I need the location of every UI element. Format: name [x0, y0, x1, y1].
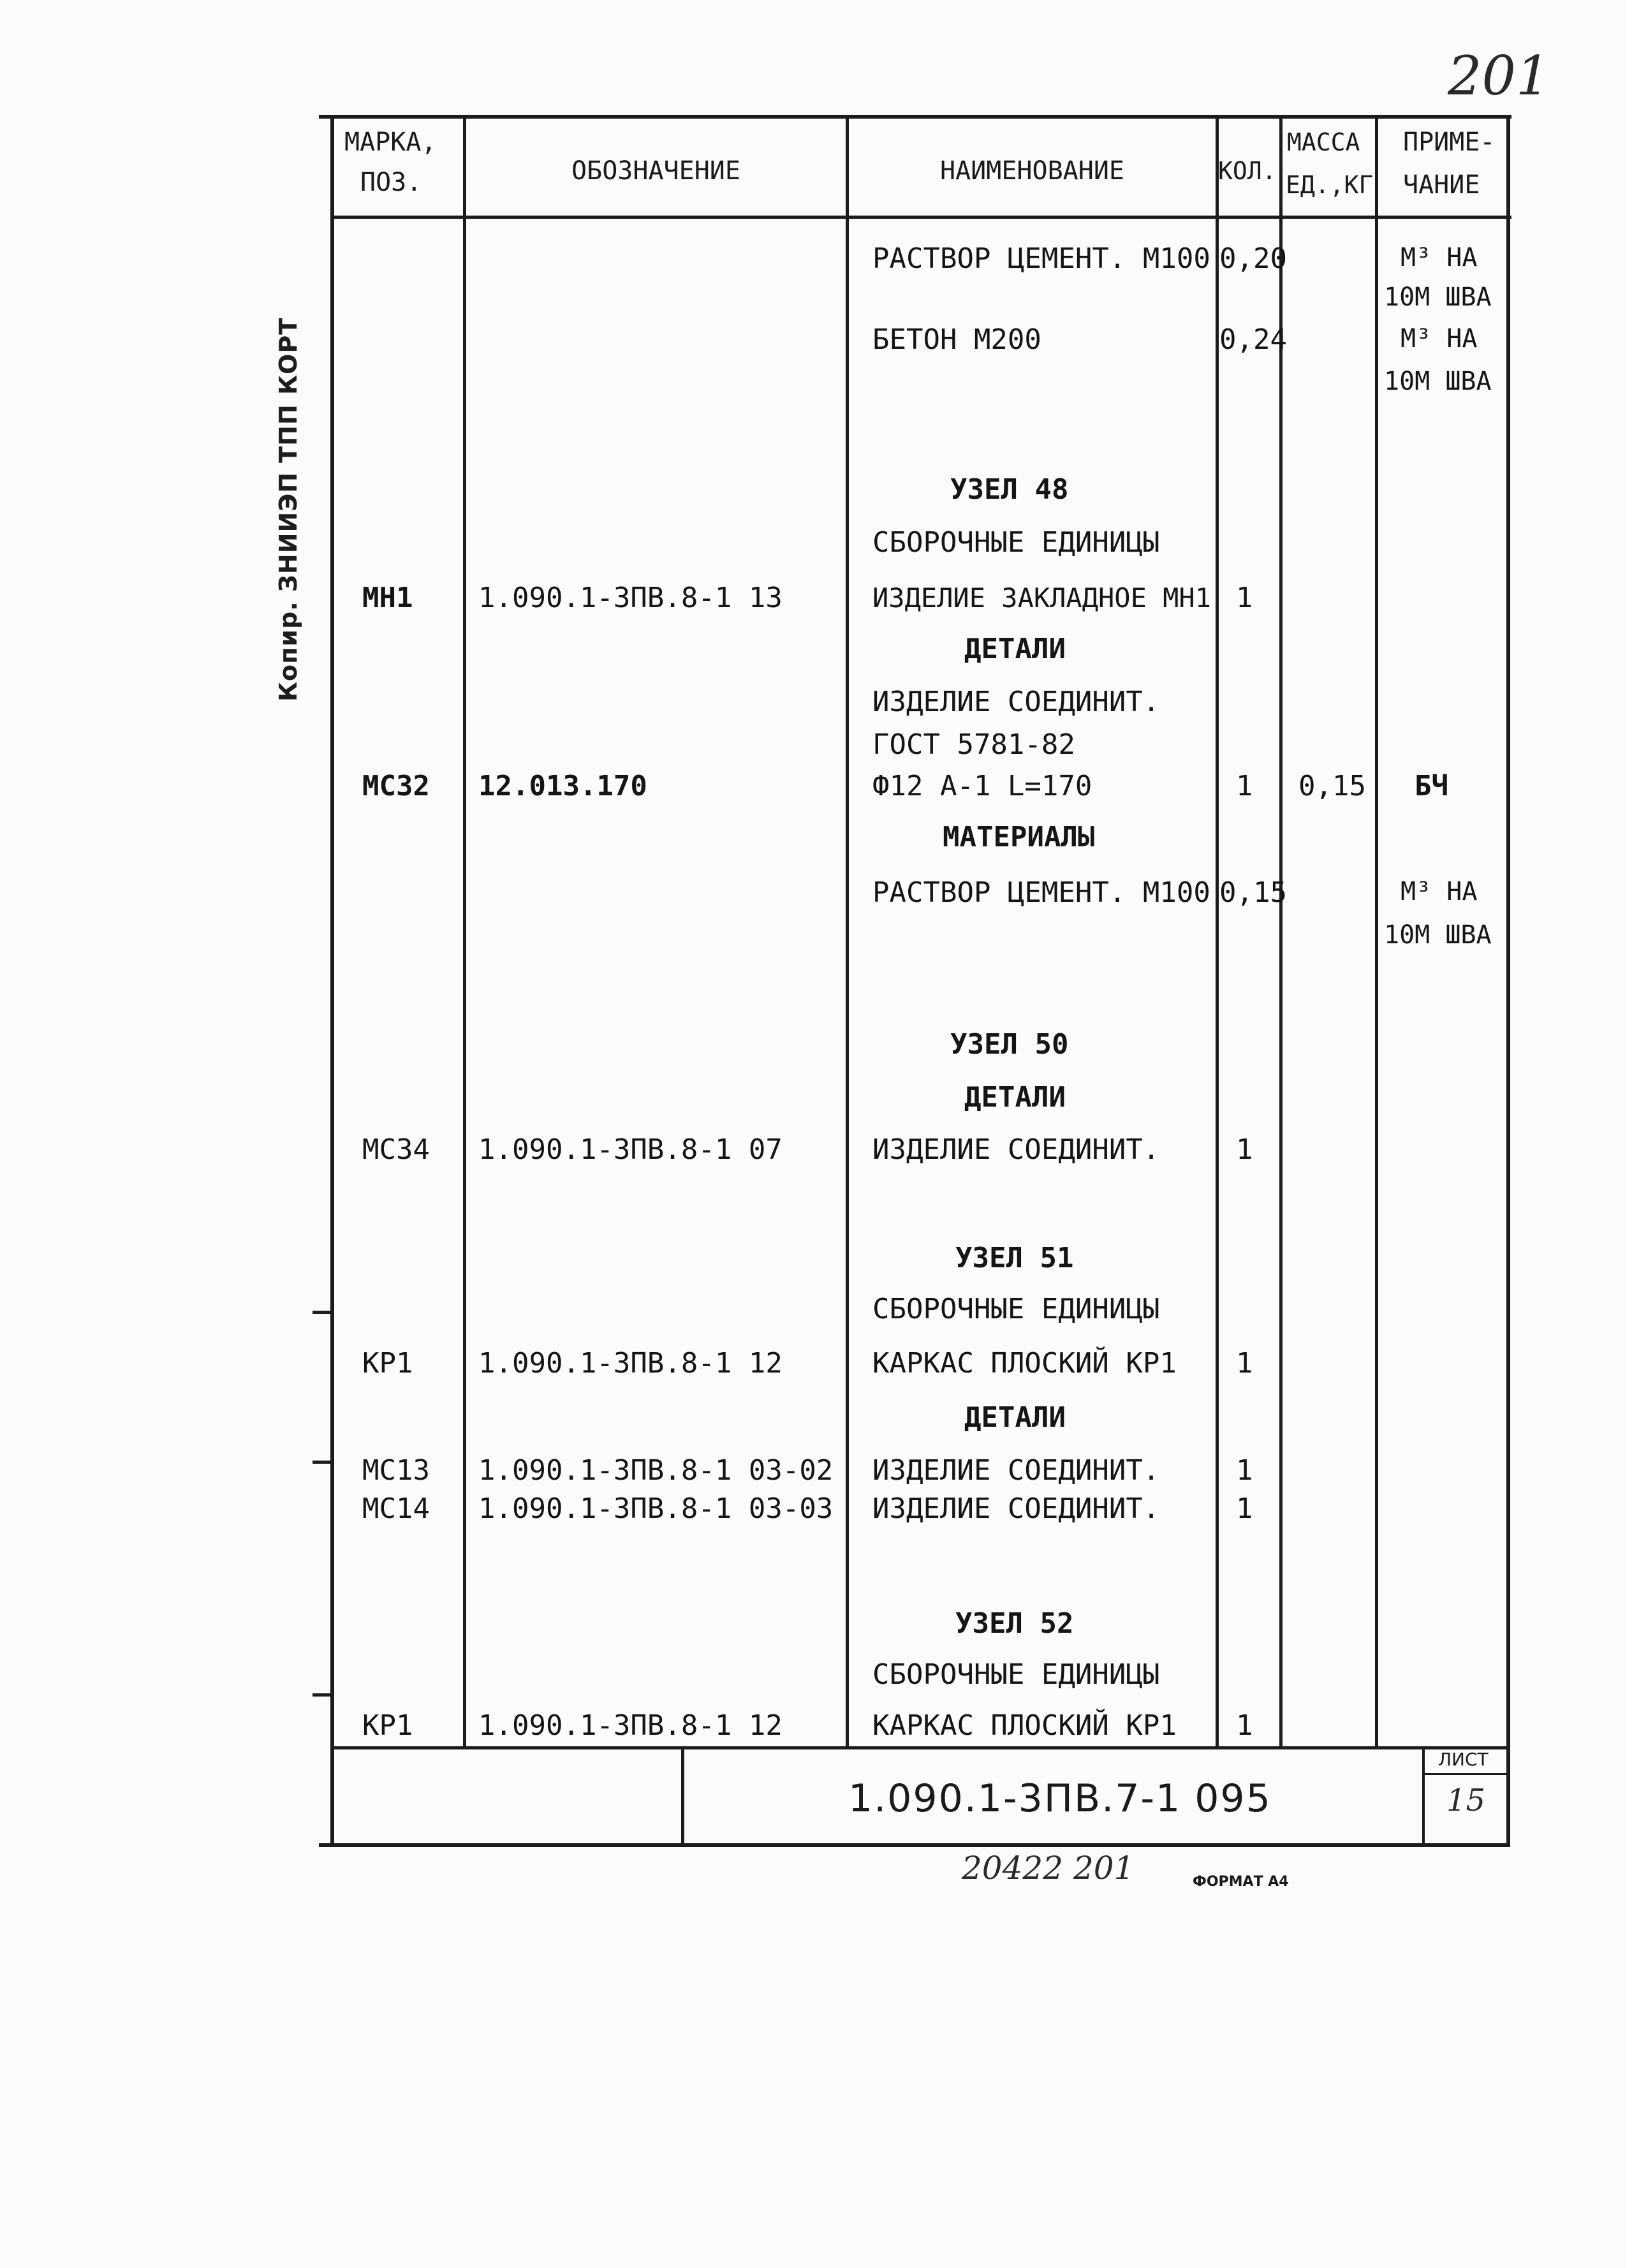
row-kr1b-name: КАРКАС ПЛОСКИЙ КР1: [872, 1709, 1177, 1742]
row-1-note-1: М³ НА: [1401, 324, 1478, 353]
section-node-52: УЗЕЛ 52: [955, 1607, 1074, 1640]
section-node-51: УЗЕЛ 51: [955, 1242, 1074, 1274]
title-block-bottom: [319, 1843, 1510, 1847]
row-mc13-name: ИЗДЕЛИЕ СОЕДИНИТ.: [872, 1454, 1160, 1487]
row-mortar2-note-1: М³ НА: [1401, 877, 1478, 906]
col-div-1: [463, 115, 466, 1748]
margin-tick-2: [312, 1461, 332, 1464]
row-kr1-name: КАРКАС ПЛОСКИЙ КР1: [872, 1347, 1177, 1380]
section-node-48: УЗЕЛ 48: [950, 473, 1069, 506]
header-designation: ОБОЗНАЧЕНИЕ: [571, 156, 740, 186]
side-stamp: Копир. ЗНИИЭП ТПП КОРТ: [274, 317, 302, 702]
row-gost-name: ГОСТ 5781-82: [872, 728, 1075, 761]
section-node-50: УЗЕЛ 50: [950, 1028, 1069, 1061]
row-1-note-2: 10М ШВА: [1384, 367, 1492, 396]
frame-left: [330, 115, 334, 1846]
row-mn1-designation: 1.090.1-3ПВ.8-1 13: [478, 582, 783, 614]
header-mark-line1: МАРКА,: [344, 128, 437, 157]
row-kr1-designation: 1.090.1-3ПВ.8-1 12: [478, 1347, 783, 1380]
section-details-51: ДЕТАЛИ: [964, 1401, 1066, 1434]
inventory-number: 20422 201: [962, 1850, 1135, 1887]
row-mortar2-name: РАСТВОР ЦЕМЕНТ. М100: [872, 876, 1210, 909]
col-div-3: [1216, 115, 1219, 1748]
row-mc34-qty: 1: [1236, 1133, 1253, 1166]
row-kr1b-qty: 1: [1236, 1709, 1253, 1742]
row-mc32-qty: 1: [1236, 770, 1253, 802]
row-0-name: РАСТВОР ЦЕМЕНТ. М100: [872, 242, 1210, 275]
title-block-top: [332, 1746, 1510, 1749]
sheet-label: ЛИСТ: [1438, 1749, 1489, 1770]
row-0-note-1: М³ НА: [1401, 243, 1478, 272]
section-assembly-51: СБОРОЧНЫЕ ЕДИНИЦЫ: [872, 1293, 1160, 1325]
sheet-number: 15: [1446, 1783, 1486, 1818]
sheet-box-left: [1422, 1746, 1425, 1845]
header-note-line2: ЧАНИЕ: [1403, 170, 1480, 200]
row-kr1-mark: КР1: [362, 1347, 413, 1380]
header-name: НАИМЕНОВАНИЕ: [940, 156, 1124, 186]
row-mc34-name: ИЗДЕЛИЕ СОЕДИНИТ.: [872, 1133, 1160, 1166]
row-mc34-designation: 1.090.1-3ПВ.8-1 07: [478, 1133, 783, 1166]
margin-tick-3: [312, 1693, 332, 1697]
row-1-name: БЕТОН М200: [872, 323, 1041, 356]
format-label: ФОРМАТ А4: [1193, 1874, 1289, 1890]
row-kr1b-mark: КР1: [362, 1709, 413, 1742]
row-kr1-qty: 1: [1236, 1347, 1253, 1380]
header-mass-line2: ЕД.,КГ: [1286, 171, 1374, 199]
section-details-50: ДЕТАЛИ: [964, 1081, 1066, 1114]
row-mc14-designation: 1.090.1-3ПВ.8-1 03-03: [478, 1492, 834, 1525]
margin-tick-1: [312, 1311, 332, 1314]
row-mc13-designation: 1.090.1-3ПВ.8-1 03-02: [478, 1454, 834, 1487]
row-mc13-mark: МС13: [362, 1454, 430, 1487]
row-mc14-qty: 1: [1236, 1492, 1253, 1525]
section-materials: МАТЕРИАЛЫ: [943, 821, 1095, 853]
col-div-5: [1375, 115, 1378, 1748]
row-mortar2-note-2: 10М ШВА: [1384, 920, 1492, 950]
row-mn1-name: ИЗДЕЛИЕ ЗАКЛАДНОЕ МН1: [872, 582, 1212, 614]
row-mc32-note: БЧ: [1415, 770, 1448, 802]
row-0-note-2: 10М ШВА: [1384, 283, 1492, 312]
header-mass-line1: МАССА: [1287, 128, 1360, 156]
row-mc32-designation: 12.013.170: [478, 770, 647, 802]
header-qty: КОЛ.: [1218, 157, 1277, 185]
row-mc32-mass: 0,15: [1298, 770, 1366, 802]
row-mc32-mark: МС32: [362, 770, 430, 802]
header-note-line1: ПРИМЕ-: [1403, 128, 1496, 157]
col-div-2: [846, 115, 849, 1748]
section-details-48: ДЕТАЛИ: [964, 633, 1066, 665]
col-div-4: [1279, 115, 1283, 1748]
row-mortar2-qty: 0,15: [1219, 876, 1287, 909]
header-divider: [332, 216, 1511, 219]
row-mc34-mark: МС34: [362, 1133, 430, 1166]
row-1-qty: 0,24: [1219, 323, 1287, 356]
page-number-handwritten: 201: [1448, 45, 1550, 107]
document-code: 1.090.1-3ПВ.7-1 095: [848, 1776, 1272, 1821]
row-connect-name: ИЗДЕЛИЕ СОЕДИНИТ.: [872, 686, 1160, 718]
header-mark-line2: ПОЗ.: [360, 168, 422, 197]
row-mc32-name: Ф12 А-1 L=170: [872, 770, 1092, 802]
row-mc14-mark: МС14: [362, 1492, 430, 1525]
title-block-divider: [681, 1746, 684, 1845]
row-kr1b-designation: 1.090.1-3ПВ.8-1 12: [478, 1709, 783, 1742]
frame-top: [319, 115, 1511, 119]
row-mc13-qty: 1: [1236, 1454, 1253, 1487]
frame-right: [1506, 115, 1510, 1846]
section-assembly-52: СБОРОЧНЫЕ ЕДИНИЦЫ: [872, 1658, 1160, 1691]
row-mn1-mark: МН1: [362, 582, 413, 614]
sheet-box-mid: [1422, 1773, 1508, 1775]
row-mn1-qty: 1: [1236, 582, 1253, 614]
row-0-qty: 0,20: [1219, 242, 1287, 275]
row-mc14-name: ИЗДЕЛИЕ СОЕДИНИТ.: [872, 1492, 1160, 1525]
section-assembly-48: СБОРОЧНЫЕ ЕДИНИЦЫ: [872, 526, 1160, 559]
